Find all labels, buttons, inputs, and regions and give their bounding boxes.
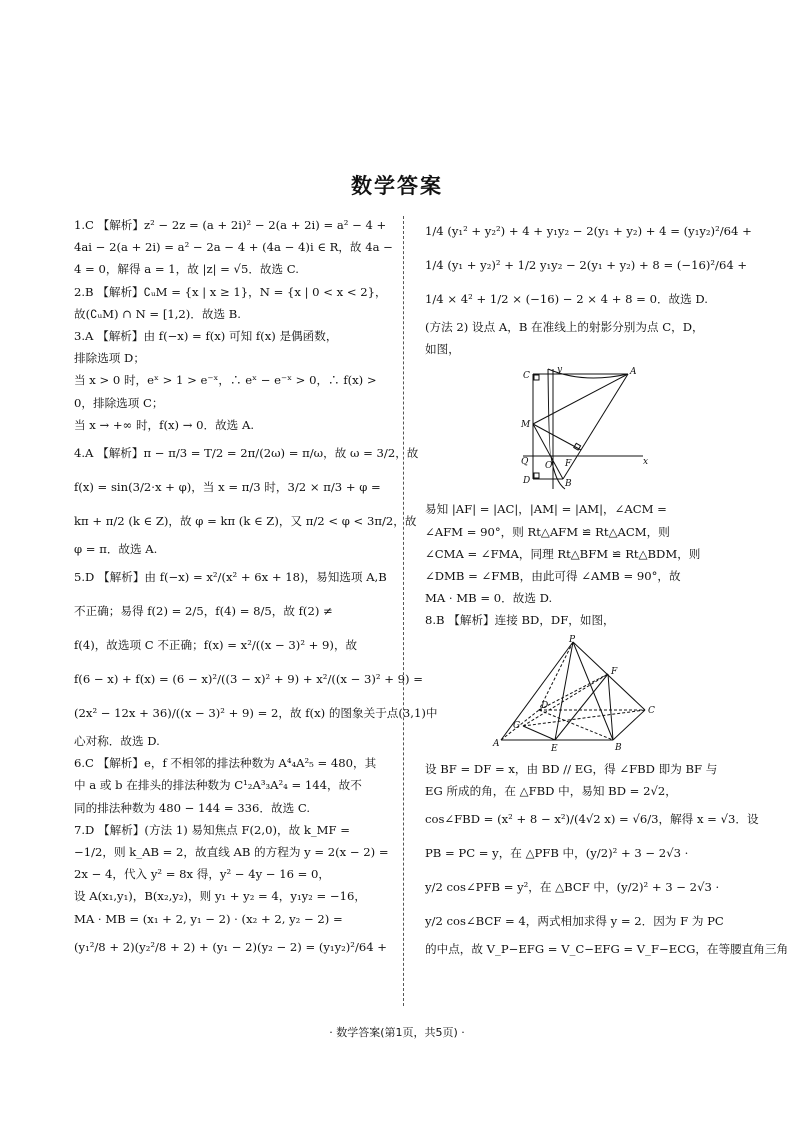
fig1-label: C <box>523 371 530 382</box>
text-line: PB = PC = y，在 △PFB 中，(y/2)² + 3 − 2√3 · <box>425 845 689 860</box>
text-line: 5.D 【解析】由 f(−x) = x²/(x² + 6x + 18)，易知选项 A,B <box>74 570 387 585</box>
text-line: cos∠FBD = (x² + 8 − x²)/(4√2 x) = √6/3，解得 x = √3．设 <box>425 811 759 826</box>
fig2-label: A <box>493 738 500 749</box>
text-line: 当 x → +∞ 时，f(x) → 0．故选 A. <box>74 417 255 432</box>
text-line: 不正确；易得 f(2) = 2/5，f(4) = 8/5，故 f(2) ≠ <box>74 604 333 619</box>
text-line: 易知 |AF| = |AC|，|AM| = |AM|，∠ACM = <box>425 502 667 517</box>
column-divider <box>403 216 404 1006</box>
text-line: 2x − 4，代入 y² = 8x 得，y² − 4y − 16 = 0， <box>74 867 331 882</box>
text-line: 6.C 【解析】e，f 不相邻的排法种数为 A⁴₄A²₅ = 480，其 <box>74 756 377 771</box>
text-line: EG 所成的角，在 △FBD 中，易知 BD = 2√2， <box>425 783 677 798</box>
text-line: −1/2，则 k_AB = 2，故直线 AB 的方程为 y = 2(x − 2) = <box>74 845 389 859</box>
fig1-label: x <box>643 457 649 468</box>
page-footer: · 数学答案(第1页，共5页) · <box>329 1026 465 1039</box>
text-line: 故(∁ᵤM) ∩ N = [1,2)．故选 B. <box>74 306 241 321</box>
fig1-label: D <box>523 476 531 487</box>
fig1-label: O <box>545 461 553 472</box>
text-line: 3.A 【解析】由 f(−x) = f(x) 可知 f(x) 是偶函数， <box>74 328 338 343</box>
text-line: ∠AFM = 90°，则 Rt△AFM ≌ Rt△ACM，则 <box>425 524 670 539</box>
text-line: 4ai − 2(a + 2i) = a² − 2a − 4 + (4a − 4)i ∈ R，故 4a − <box>74 240 393 255</box>
text-line: 1/4 × 4² + 1/2 × (−16) − 2 × 4 + 8 = 0．故选 D. <box>425 292 708 306</box>
text-line: f(6 − x) + f(x) = (6 − x)²/((3 − x)² + 9) + x²/((x − 3)² + 9) = <box>74 672 423 687</box>
text-line: MA · MB = (x₁ + 2, y₁ − 2) · (x₂ + 2, y₂ − 2) = <box>74 911 343 926</box>
fig2-label: D <box>541 700 549 711</box>
text-line: 8.B 【解析】连接 BD，DF，如图， <box>425 613 615 628</box>
text-line: 7.D 【解析】(方法 1) 易知焦点 F(2,0)，故 k_MF = <box>74 822 350 837</box>
fig2-label: F <box>611 666 618 677</box>
parabola-figure <box>503 364 653 494</box>
text-line: (方法 2) 设点 A，B 在准线上的射影分别为点 C，D， <box>425 320 704 334</box>
text-line: 1/4 (y₁ + y₂)² + 1/2 y₁y₂ − 2(y₁ + y₂) + 8 = (−16)²/64 + <box>425 258 748 272</box>
fig2-label: B <box>615 742 622 753</box>
right-column <box>425 214 789 960</box>
text-line: ∠DMB = ∠FMB，由此可得 ∠AMB = 90°，故 <box>425 568 681 583</box>
text-line: 4 = 0，解得 a = 1，故 |z| = √5．故选 C. <box>74 262 299 277</box>
text-line: φ = π．故选 A. <box>74 541 158 556</box>
fig1-label: y <box>557 365 563 376</box>
text-line: 中 a 或 b 在排头的排法种数为 C¹₂A³₃A²₄ = 144，故不 <box>74 778 362 793</box>
fig2-label: E <box>551 743 558 754</box>
text-line: f(4)，故选项 C 不正确；f(x) = x²/((x − 3)² + 9)，故 <box>74 638 358 653</box>
text-line: 心对称．故选 D. <box>74 734 160 749</box>
text-line: y/2 cos∠PFB = y²，在 △BCF 中，(y/2)² + 3 − 2√3 · <box>425 879 720 894</box>
text-line: (2x² − 12x + 36)/((x − 3)² + 9) = 2，故 f(x) 的图象关于点(3,1)中 <box>74 706 438 721</box>
text-line: 1.C 【解析】z² − 2z = (a + 2i)² − 2(a + 2i) = a² − 4 + <box>74 218 387 232</box>
fig2-label: C <box>648 705 655 716</box>
pyramid-figure <box>493 636 663 754</box>
text-line: kπ + π/2 (k ∈ Z)，故 φ = kπ (k ∈ Z)，又 π/2 < φ < 3π/2，故 <box>74 513 417 528</box>
fig1-label: M <box>521 420 531 431</box>
fig2-label: G <box>513 720 521 731</box>
text-line: 0，排除选项 C； <box>74 395 164 410</box>
text-line: f(x) = sin(3/2·x + φ)，当 x = π/3 时，3/2 × π/3 + φ = <box>74 479 381 494</box>
text-line: MA · MB = 0．故选 D. <box>425 591 553 606</box>
text-line: 设 BF = DF = x，由 BD // EG，得 ∠FBD 即为 BF 与 <box>425 761 718 776</box>
left-column <box>74 214 438 964</box>
text-line: 排除选项 D； <box>74 351 145 366</box>
text-line: (y₁²/8 + 2)(y₂²/8 + 2) + (y₁ − 2)(y₂ − 2) = (y₁y₂)²/64 + <box>74 939 387 954</box>
fig1-label: F <box>565 459 572 470</box>
text-line: 当 x > 0 时，eˣ > 1 > e⁻ˣ，∴ eˣ − e⁻ˣ > 0，∴ f(x) > <box>74 373 377 388</box>
text-line: y/2 cos∠BCF = 4，两式相加求得 y = 2．因为 F 为 PC <box>425 913 724 928</box>
fig1-label: A <box>630 367 637 378</box>
page-title: 数学答案 <box>351 174 443 198</box>
text-line: 2.B 【解析】∁ᵤM = {x | x ≥ 1}，N = {x | 0 < x < 2}， <box>74 284 387 299</box>
text-line: 的中点，故 V_P−EFG = V_C−EFG = V_F−ECG，在等腰直角三角 <box>425 941 789 956</box>
fig1-label: B <box>565 479 572 490</box>
text-line: 设 A(x₁,y₁)，B(x₂,y₂)，则 y₁ + y₂ = 4，y₁y₂ = −16， <box>74 889 366 904</box>
fig1-label: Q <box>521 457 529 468</box>
text-line: 同的排法种数为 480 − 144 = 336．故选 C. <box>74 800 311 815</box>
fig2-label: P <box>569 634 576 645</box>
text-line: 4.A 【解析】π − π/3 = T/2 = 2π/(2ω) = π/ω，故 ω = 3/2，故 <box>74 445 419 460</box>
text-line: 如图， <box>425 342 460 357</box>
text-line: 1/4 (y₁² + y₂²) + 4 + y₁y₂ − 2(y₁ + y₂) + 4 = (y₁y₂)²/64 + <box>425 224 752 238</box>
text-line: ∠CMA = ∠FMA，同理 Rt△BFM ≌ Rt△BDM，则 <box>425 546 701 561</box>
